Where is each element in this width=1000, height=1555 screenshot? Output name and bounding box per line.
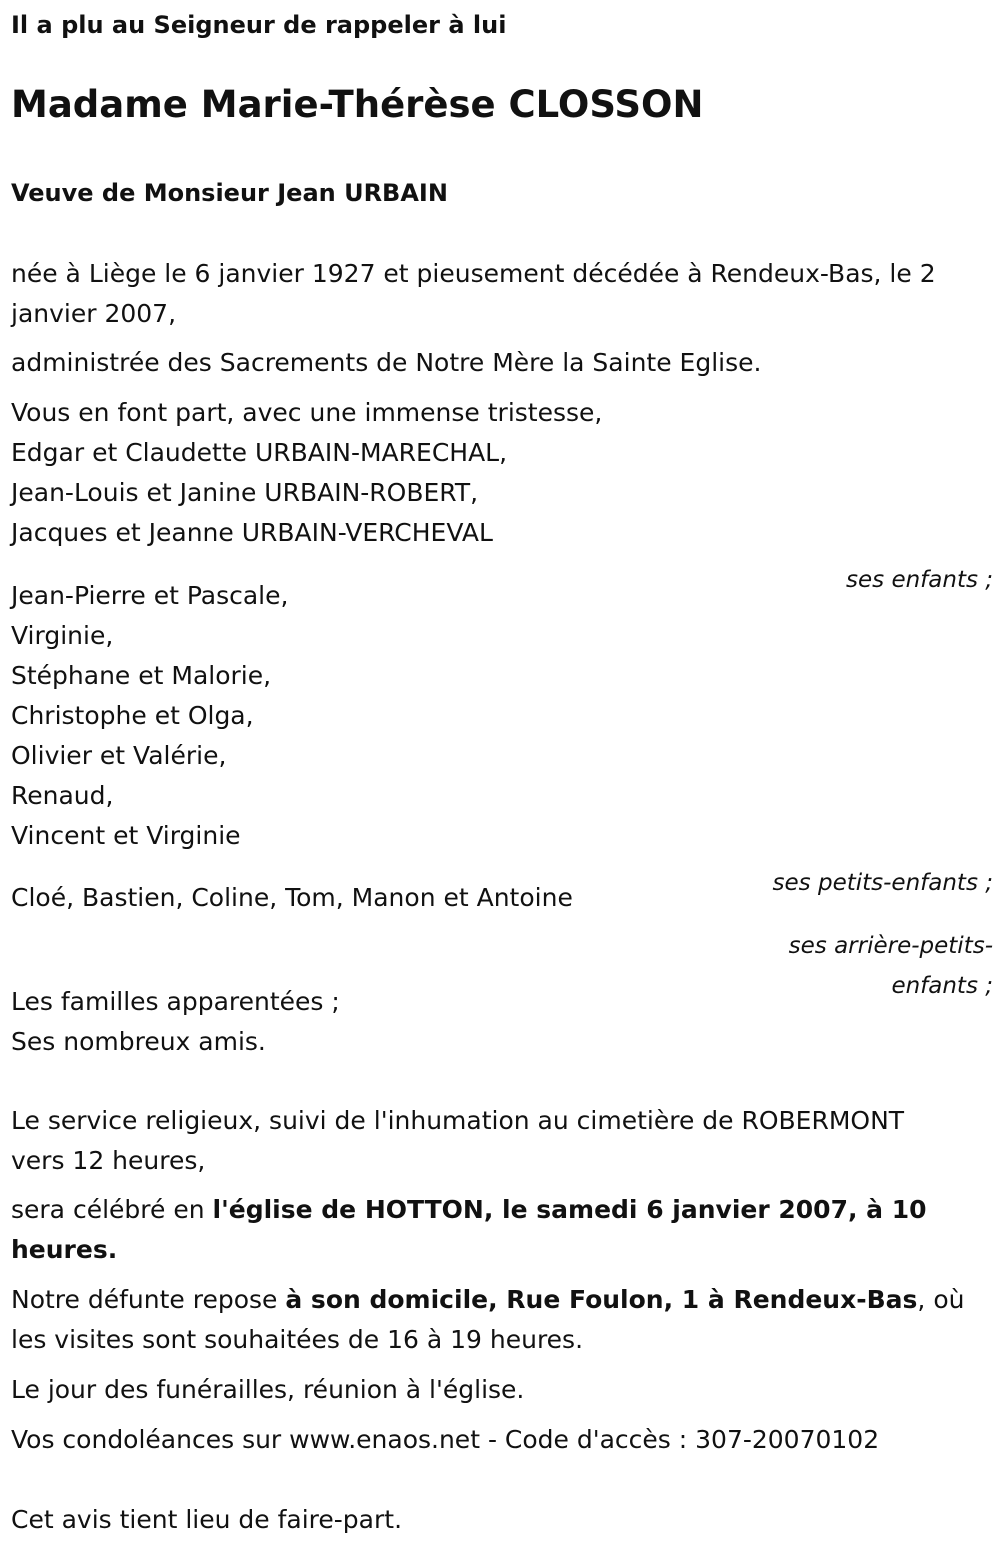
child-name: Jacques et Jeanne URBAIN-VERCHEVAL [11, 518, 493, 547]
widow-line: Veuve de Monsieur Jean URBAIN [11, 179, 448, 207]
birth-death-line-2: janvier 2007, [11, 299, 177, 328]
celebration-line-2: heures. [11, 1235, 118, 1264]
great-grandchildren-relation-2: enfants ; [891, 973, 993, 999]
grandchild-name: Vincent et Virginie [11, 821, 241, 850]
intro-line: Il a plu au Seigneur de rappeler à lui [11, 11, 507, 39]
grandchild-name: Jean-Pierre et Pascale, [11, 581, 289, 610]
child-name: Edgar et Claudette URBAIN-MARECHAL, [11, 438, 508, 467]
rest-prefix: Notre défunte repose [11, 1285, 286, 1314]
great-grandchildren-names: Cloé, Bastien, Coline, Tom, Manon et Antoine [11, 883, 573, 912]
service-line-2: vers 12 heures, [11, 1146, 206, 1175]
children-relation: ses enfants ; [846, 567, 993, 593]
rest-suffix: , où [917, 1285, 965, 1314]
rest-line-1 [11, 1280, 964, 1320]
grandchild-name: Christophe et Olga, [11, 701, 254, 730]
funeral-day-line: Le jour des funérailles, réunion à l'église. [11, 1375, 525, 1404]
service-line-1: Le service religieux, suivi de l'inhumation au cimetière de ROBERMONT [11, 1106, 905, 1135]
celebration-line-1 [11, 1190, 927, 1230]
friends-line: Ses nombreux amis. [11, 1027, 266, 1056]
grandchild-name: Olivier et Valérie, [11, 741, 227, 770]
related-families: Les familles apparentées ; [11, 987, 340, 1016]
grandchildren-relation: ses petits-enfants ; [772, 870, 993, 896]
great-grandchildren-relation-1: ses arrière-petits- [788, 933, 993, 959]
child-name: Jean-Louis et Janine URBAIN-ROBERT, [11, 478, 479, 507]
grandchild-name: Stéphane et Malorie, [11, 661, 272, 690]
rest-address: à son domicile, Rue Foulon, 1 à Rendeux-Bas [285, 1285, 918, 1314]
rest-line-2: les visites sont souhaitées de 16 à 19 heures. [11, 1325, 584, 1354]
closing-line: Cet avis tient lieu de faire-part. [11, 1505, 403, 1534]
sacraments-line: administrée des Sacrements de Notre Mère la Sainte Eglise. [11, 348, 762, 377]
announcement-line: Vous en font part, avec une immense tristesse, [11, 398, 603, 427]
birth-death-line-1: née à Liège le 6 janvier 1927 et pieusement décédée à Rendeux-Bas, le 2 [11, 259, 936, 288]
condolences-line: Vos condoléances sur www.enaos.net - Code d'accès : 307-20070102 [11, 1425, 880, 1454]
deceased-name: Madame Marie-Thérèse CLOSSON [11, 83, 704, 126]
grandchild-name: Renaud, [11, 781, 114, 810]
celebration-prefix: sera célébré en [11, 1195, 213, 1224]
celebration-place-date: l'église de HOTTON, le samedi 6 janvier 2007, à 10 [212, 1195, 927, 1224]
grandchild-name: Virginie, [11, 621, 114, 650]
